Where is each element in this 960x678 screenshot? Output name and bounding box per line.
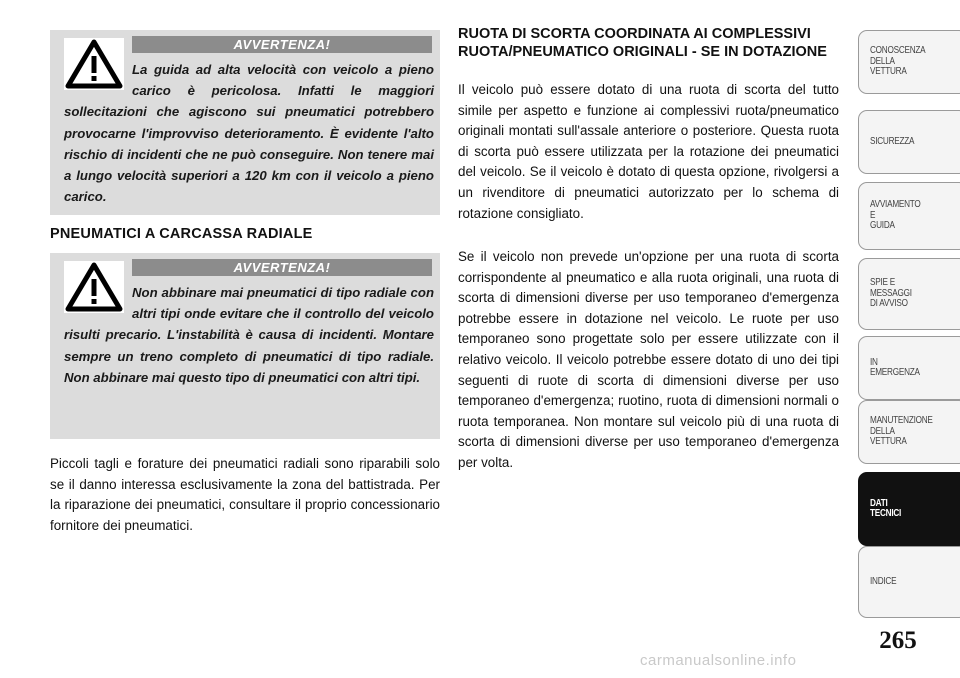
tab-label: DATI TECNICI xyxy=(870,497,902,519)
watermark: carmanualsonline.info xyxy=(640,652,797,669)
warning-text xyxy=(64,282,434,388)
tab-label: IN EMERGENZA xyxy=(870,356,920,378)
section-title-radial-tires: PNEUMATICI A CARCASSA RADIALE xyxy=(50,226,313,242)
paragraph-radial-repair: Piccoli tagli e forature dei pneumatici radiali sono riparabili solo se il danno interessa esclusivamente la zona del battistrada. Per la riparazione dei pneumatici, consultare il proprio concessionario fornitore dei pneumatici. xyxy=(50,456,440,533)
tab-conoscenza-vettura[interactable] xyxy=(858,30,960,94)
tab-manutenzione-vettura[interactable] xyxy=(858,400,960,464)
tab-indice[interactable] xyxy=(858,546,960,618)
tab-avviamento-guida[interactable] xyxy=(858,182,960,250)
warning-title: AVVERTENZA! xyxy=(132,36,432,53)
warning-text xyxy=(64,59,434,207)
tab-label: AVVIAMENTO E GUIDA xyxy=(870,199,921,232)
tab-emergenza[interactable] xyxy=(858,336,960,400)
tab-label: MANUTENZIONE DELLA VETTURA xyxy=(870,415,933,448)
paragraph-spare-wheel-2: Se il veicolo non prevede un'opzione per una ruota di scorta corrispondente al pneumatico e alla ruota originali, una ruota di scorta di dimensioni diverse per uso temporaneo d'emergenza potrebbe essere in dotazione nel veicolo. Le ruote per uso temporaneo sono progettate solo per essere utilizzate con il relativo veicolo. Il veicolo potrebbe essere dotato di uno dei tipi seguenti di ruote di scorta di dimensioni diverse per uso temporaneo d'emergenza; ruotino, ruota di dimensioni normali o ruota temporanea. Non montare sul veicolo più di una ruota di scorta di dimensioni diverse per uso temporaneo d'emergenza per volta. xyxy=(458,249,839,470)
tab-label: SICUREZZA xyxy=(870,135,915,147)
tab-label: SPIE E MESSAGGI DI AVVISO xyxy=(870,277,912,310)
warning-box-high-speed xyxy=(50,30,440,215)
tab-spie-messaggi[interactable] xyxy=(858,258,960,330)
tab-dati-tecnici[interactable] xyxy=(858,472,960,546)
paragraph-spare-wheel-1: Il veicolo può essere dotato di una ruota di scorta del tutto simile per aspetto e funzione ai complessivi ruota/pneumatico originali montati sull'assale anteriore o posteriore. Questa ruota di scorta può essere utilizzata per la rotazione dei pneumatici del veicolo. Se il veicolo è dotato di questa opzione, rivolgersi a un rivenditore di pneumatici autorizzato per lo schema di rotazione consigliato. xyxy=(458,82,839,221)
page-number: 265 xyxy=(879,627,917,654)
warning-text-content: Non abbinare mai pneumatici di tipo radiale con altri tipi onde evitare che il controllo del veicolo risulti precario. L'instabilità è causa di incidenti. Montare sempre un treno completo di pneumatici di tipo radiale. Non abbinare mai questo tipo di pneumatici con altri tipi. xyxy=(64,285,434,385)
tab-sicurezza[interactable] xyxy=(858,110,960,174)
warning-title: AVVERTENZA! xyxy=(132,259,432,276)
tab-label: INDICE xyxy=(870,575,897,587)
warning-text-content: La guida ad alta velocità con veicolo a pieno carico è pericolosa. Infatti le maggiori sollecitazioni che agiscono sui pneumatici potrebbero provocarne l'improvviso deterioramento. È evidente l'alto rischio di incidenti che ne può conseguire. Non tenere mai a lungo velocità superiori a 120 km con il veicolo a pieno carico. xyxy=(64,62,434,205)
section-title-spare-wheel: RUOTA DI SCORTA COORDINATA AI COMPLESSIVI RUOTA/PNEUMATICO ORIGINALI - SE IN DOTAZIONE xyxy=(458,26,827,60)
warning-box-radial-tires xyxy=(50,253,440,439)
tab-label: CONOSCENZA DELLA VETTURA xyxy=(870,45,926,78)
